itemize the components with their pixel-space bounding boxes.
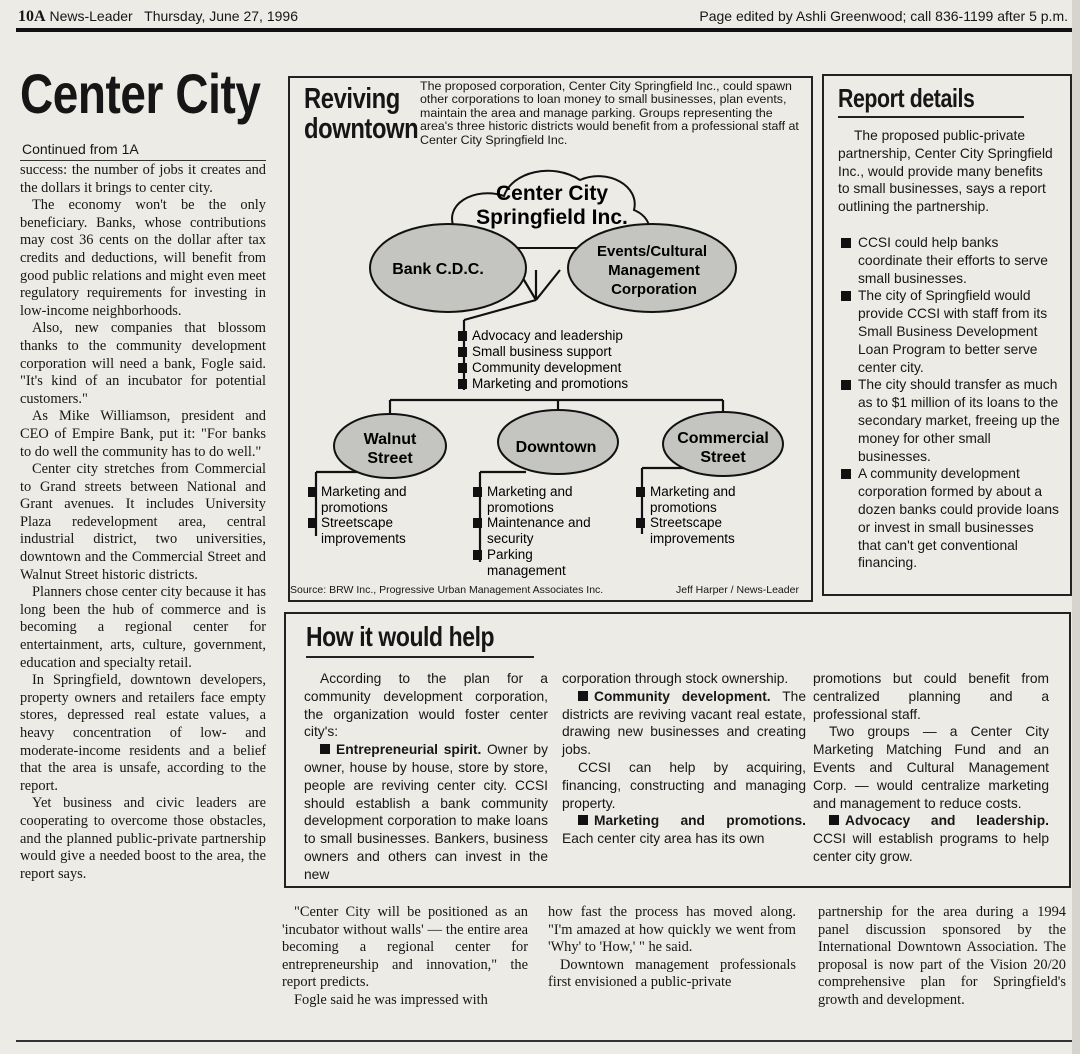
help-adv-text: CCSI will establish programs to help center city grow. — [813, 831, 1049, 864]
bank-cdc-label: Bank C.D.C. — [392, 261, 484, 278]
bullet-square-icon — [829, 815, 839, 825]
page-edge — [1072, 0, 1080, 1054]
story-paragraph: success: the number of jobs it creates and the dollars it brings to center city. — [20, 162, 266, 196]
report-title-rule — [838, 116, 1024, 118]
story-headline: Center City — [20, 62, 261, 125]
story-paragraph: Downtown management professionals first envisioned a public-private — [548, 956, 796, 991]
help-col3-p2: Two groups — a Center City Marketing Matching Fund and an Events and Cultural Management Corp. — would centralize marketing and management to reduce costs. — [813, 724, 1049, 811]
commercial-street-label-1: Commercial — [677, 430, 769, 447]
graphic-title-line1: Reviving — [304, 83, 400, 115]
story-paragraph: The economy won't be the only beneficiary. Banks, whose contributions may cost 36 cents on the dollar after tax credits and deductions, will benefit from good public relations and might even meet regulatory requirements for investing in low-income neighborhoods. — [20, 197, 266, 319]
bullet-square-icon — [841, 380, 851, 390]
report-bullet — [838, 234, 1060, 287]
help-adv-label-text: Advocacy and leadership. — [845, 813, 1049, 829]
help-ent-text: Owner by owner, house by house, store by store, people are reviving center city. CCSI should establish a bank community development corporation to make loans to small businesses. Bankers, business owners and others can invest in the new — [304, 742, 548, 882]
walnut-service-1a: Marketing and — [321, 484, 407, 499]
help-entrepreneurial — [304, 741, 548, 883]
help-comm-label-text: Community development. — [594, 688, 771, 704]
bullet-square-icon — [578, 691, 588, 701]
help-intro: According to the plan for a community development corporation, the organization would foster center city's: — [304, 671, 548, 740]
help-mkt-text: Each center city area has its own — [562, 831, 765, 847]
graphic-source: Source: BRW Inc., Progressive Urban Management Associates Inc. — [290, 584, 604, 596]
story-bottom-column-3 — [818, 904, 1066, 1010]
commercial-service-1b: promotions — [650, 500, 717, 515]
story-paragraph: In Springfield, downtown developers, property owners and retailers face empty stores, depressed real estate values, a heavy concentration of low- and moderate-income residents and a belief that the area is unsafe, according to the report. — [20, 672, 266, 794]
report-intro — [838, 127, 1058, 216]
events-corp-label-1: Events/Cultural — [596, 243, 708, 260]
footer-rule — [16, 1040, 1072, 1042]
events-corp-label-3: Corporation — [611, 281, 697, 298]
commercial-service-1a: Marketing and — [650, 484, 736, 499]
downtown-service-2a: Maintenance and — [487, 515, 591, 530]
downtown-services — [473, 484, 591, 578]
bullet-square-icon — [841, 238, 851, 248]
story-paragraph: Center city stretches from Commercial to Grand streets between National and Grant avenues. It includes University Plaza redevelopment area, central industrial district, two universities, downtown and the Commercial Street and Walnut Street historic districts. — [20, 461, 266, 583]
story-paragraph: Planners chose center city because it has long been the hub of commerce and is becoming a regional center for entertainment, arts, culture, government, education and specialty retail. — [20, 584, 266, 671]
help-advocacy — [813, 812, 1049, 865]
report-bullet-list — [838, 234, 1060, 572]
center-service-1: Advocacy and leadership — [472, 328, 623, 343]
help-marketing — [562, 812, 806, 848]
bullet-square-icon — [841, 291, 851, 301]
paper-name: News-Leader — [49, 8, 133, 24]
downtown-label: Downtown — [515, 439, 597, 456]
help-column-1 — [304, 670, 548, 884]
story-paragraph: Also, new companies that blossom thanks to the community development corporation will need a bank, Fogle said. "It's kind of an incubator for potential customers." — [20, 320, 266, 407]
help-title: How it would help — [306, 621, 495, 652]
walnut-services — [308, 484, 407, 546]
center-city-label-1: Center City — [495, 182, 609, 205]
downtown-service-1b: promotions — [487, 500, 554, 515]
org-diagram — [290, 150, 808, 582]
help-title-rule — [306, 656, 534, 658]
walnut-street-label-1: Walnut — [363, 431, 417, 448]
report-bullet — [838, 287, 1060, 376]
issue-date: Thursday, June 27, 1996 — [144, 8, 298, 24]
events-corp-label-2: Management — [608, 262, 700, 279]
commercial-service-2b: improvements — [650, 531, 735, 546]
help-comm-label — [578, 689, 771, 704]
bullet-square-icon — [841, 469, 851, 479]
report-bullet — [838, 376, 1060, 465]
bullet-square-icon — [320, 744, 330, 754]
walnut-service-2a: Streetscape — [321, 515, 394, 530]
help-comm-text2: CCSI can help by acquiring, financing, constructing and managing property. — [562, 759, 806, 811]
downtown-service-1a: Marketing and — [487, 484, 573, 499]
help-ent-label — [320, 742, 481, 757]
story-paragraph: Yet business and civic leaders are cooperating to overcome those obstacles, and the planned public-private partnership would give a needed boost to the area, the report says. — [20, 795, 266, 882]
page-folio — [18, 8, 298, 26]
story-paragraph: As Mike Williamson, president and CEO of Empire Bank, put it: "For banks to do well the community has to do well." — [20, 408, 266, 460]
story-paragraph: Fogle said he was impressed with — [294, 991, 488, 1008]
page-number: 10A — [18, 8, 46, 25]
editor-note: Page edited by Ashli Greenwood; call 836-1199 after 5 p.m. — [699, 8, 1068, 24]
report-title: Report details — [838, 83, 975, 113]
walnut-service-1b: promotions — [321, 500, 388, 515]
help-community — [562, 688, 806, 759]
report-intro-text: The proposed public-private partnership, Center City Springfield Inc., would provide many benefits to small businesses, says a report outlining the partnership. — [838, 128, 1053, 215]
continued-rule — [20, 160, 266, 161]
walnut-service-2b: improvements — [321, 531, 406, 546]
center-service-3: Community development — [472, 360, 622, 375]
help-col3-cont: promotions but could benefit from centralized planning and a professional staff. — [813, 671, 1049, 722]
header-rule — [16, 28, 1072, 32]
report-bullet-text: CCSI could help banks coordinate their efforts to serve small businesses. — [858, 235, 1048, 286]
help-comm-text: The districts are reviving vacant real estate, drawing new businesses and creating jobs. — [562, 688, 806, 758]
graphic-title-line2: downtown — [304, 113, 419, 145]
help-column-3 — [813, 670, 1049, 866]
story-bottom-column-1 — [282, 904, 528, 1010]
story-paragraph: "Center City will be positioned as an 'incubator without walls' — the entire area becoming a regional center for entrepreneurship and innovation," the report predicts. — [282, 904, 528, 991]
story-left-column — [20, 162, 266, 883]
help-mkt-label — [578, 813, 806, 828]
story-paragraph: how fast the process has moved along. "I'm amazed at how quickly we went from 'Why' to 'How,' " he said. — [548, 904, 796, 956]
center-city-label-2: Springfield Inc. — [476, 206, 628, 229]
downtown-service-3a: Parking — [487, 547, 533, 562]
help-col2-cont: corporation through stock ownership. — [562, 671, 789, 686]
commercial-services — [636, 484, 736, 546]
report-bullet-text: The city should transfer as much as to $1 million of its loans to the secondary market, freeing up the money for other small businesses. — [858, 377, 1060, 464]
continued-line: Continued from 1A — [22, 141, 139, 157]
downtown-service-2b: security — [487, 531, 534, 546]
bullet-square-icon — [578, 815, 588, 825]
commercial-service-2a: Streetscape — [650, 515, 723, 530]
center-service-2: Small business support — [472, 344, 612, 359]
help-adv-label — [829, 813, 1049, 828]
report-bullet — [838, 465, 1060, 572]
downtown-service-3b: management — [487, 563, 566, 578]
help-ent-label-text: Entrepreneurial spirit. — [336, 742, 482, 758]
report-bullet-text: A community development corporation formed by about a dozen banks could provide loans or invest in small businesses that can't get conventional financing. — [858, 466, 1059, 571]
walnut-street-label-2: Street — [367, 450, 413, 467]
graphic-title — [304, 84, 418, 144]
center-service-4: Marketing and promotions — [472, 376, 629, 391]
story-paragraph: partnership for the area during a 1994 panel discussion sponsored by the International Downtown Association. The proposal is now part of the Vision 20/20 comprehensive plan for Springfield's growth and development. — [818, 904, 1066, 1008]
center-services-list — [458, 328, 628, 391]
help-column-2 — [562, 670, 806, 848]
graphic-credit: Jeff Harper / News-Leader — [676, 584, 799, 596]
help-mkt-label-text: Marketing and promotions. — [594, 813, 806, 829]
story-bottom-column-2 — [548, 904, 796, 992]
commercial-street-label-2: Street — [700, 449, 746, 466]
graphic-description: The proposed corporation, Center City Springfield Inc., could spawn other corporations to loan money to small businesses, plan events, maintain the area and manage parking. Groups representing the area's three historic districts would benefit from a professional staff at Center City Springfield Inc. — [420, 79, 799, 147]
report-bullet-text: The city of Springfield would provide CCSI with staff from its Small Business Development Loan Program to better serve center city. — [858, 288, 1048, 375]
